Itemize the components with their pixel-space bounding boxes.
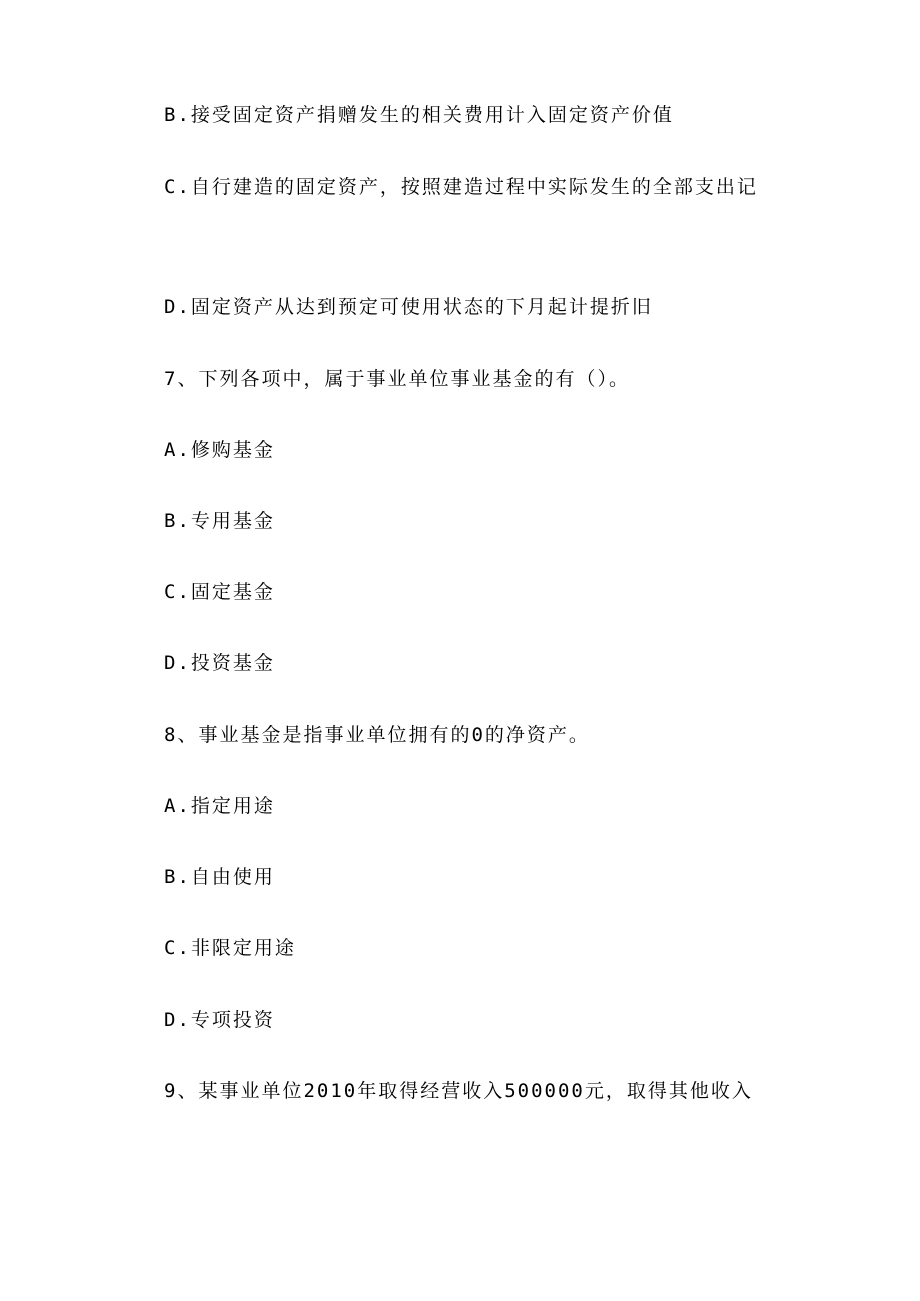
option-d-q8: D.专项投资 [164, 1009, 275, 1031]
option-b-q6: B.接受固定资产捐赠发生的相关费用计入固定资产价值 [164, 104, 674, 126]
option-b-q8: B.自由使用 [164, 866, 275, 888]
option-a-q8: A.指定用途 [164, 795, 275, 817]
option-d-q7: D.投资基金 [164, 652, 275, 674]
option-c-q6: C.自行建造的固定资产，按照建造过程中实际发生的全部支出记 [164, 176, 758, 198]
option-d-q6: D.固定资产从达到预定可使用状态的下月起计提折旧 [164, 296, 653, 318]
question-9: 9、某事业单位2010年取得经营收入500000元，取得其他收入 [164, 1080, 753, 1102]
option-c-q8: C.非限定用途 [164, 937, 296, 959]
option-c-q7: C.固定基金 [164, 581, 275, 603]
option-a-q7: A.修购基金 [164, 439, 275, 461]
option-b-q7: B.专用基金 [164, 510, 275, 532]
question-7: 7、下列各项中，属于事业单位事业基金的有（）。 [164, 368, 630, 390]
question-8: 8、事业基金是指事业单位拥有的0的净资产。 [164, 724, 590, 746]
